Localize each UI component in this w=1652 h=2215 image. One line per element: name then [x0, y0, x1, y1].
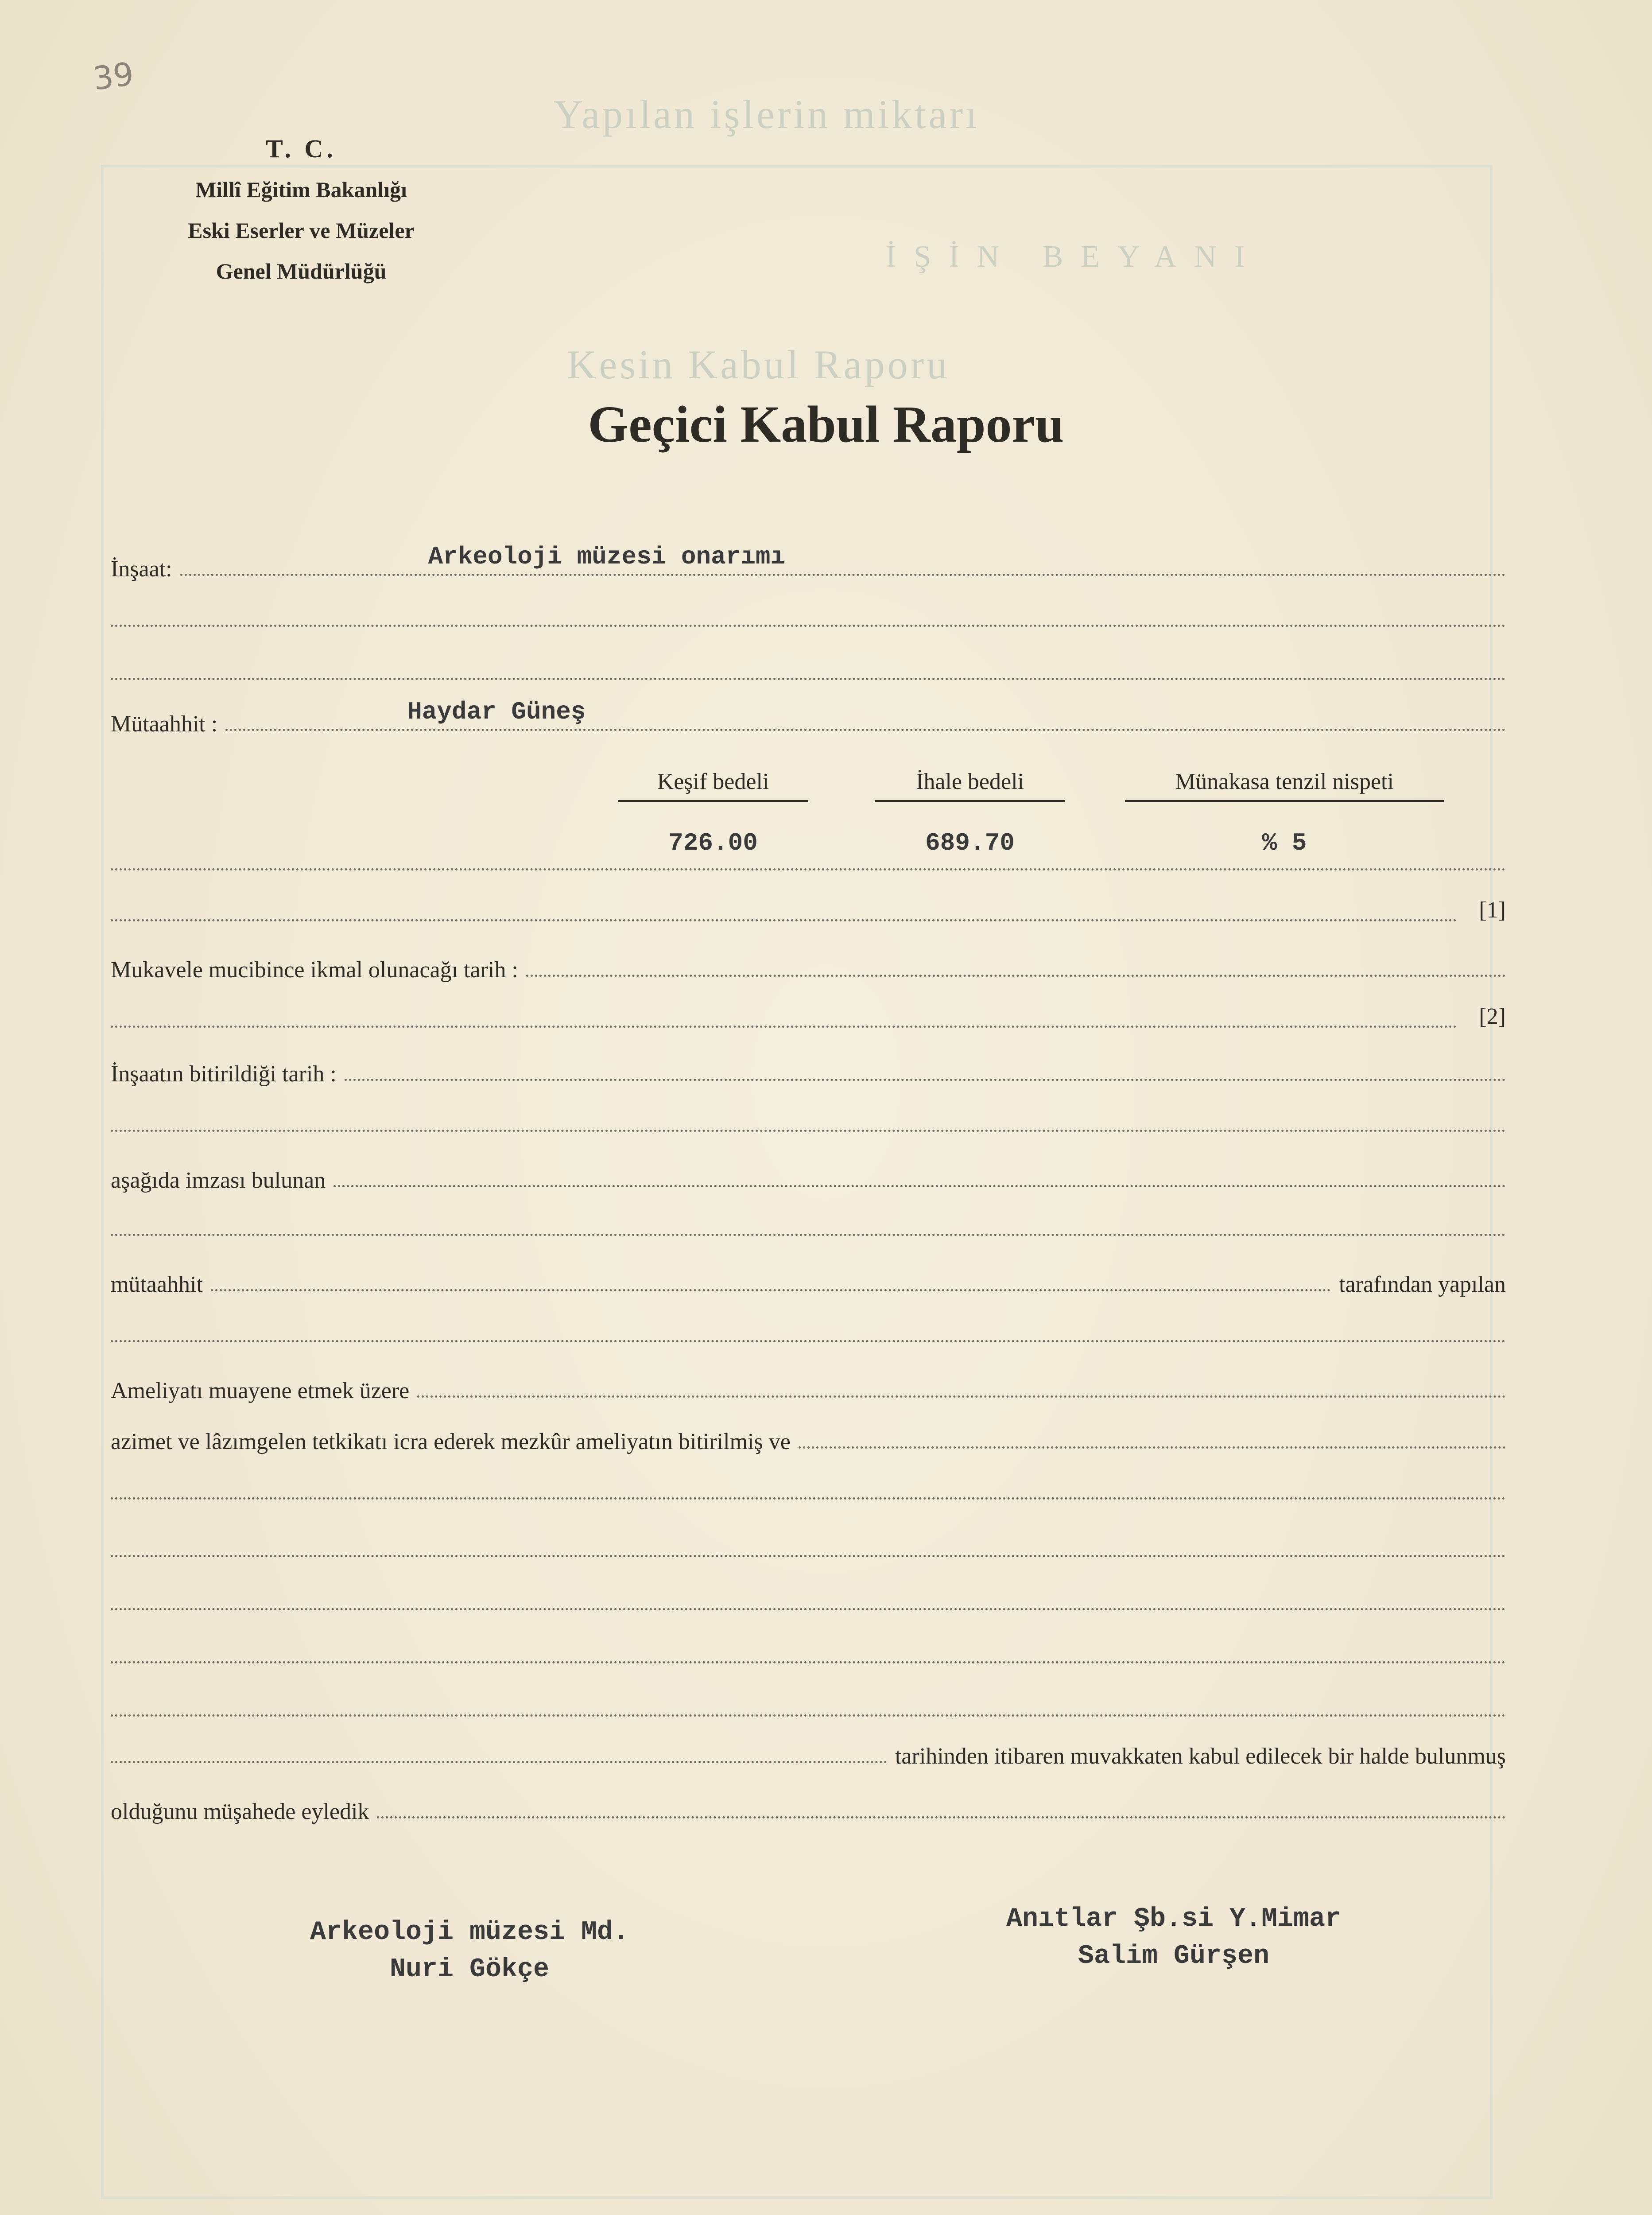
mutaahhit-row: [111, 698, 1506, 737]
ref-1: [1]: [1479, 898, 1506, 923]
blank-line: [111, 678, 1506, 680]
blank-line: [111, 1130, 1506, 1132]
page-title: Geçici Kabul Raporu: [588, 395, 1064, 453]
blank-line: [111, 1234, 1506, 1236]
imzasi-label: aşağıda imzası bulunan: [111, 1168, 326, 1193]
signature-left-name: Nuri Gökçe: [389, 1955, 550, 1985]
mukavele-label: Mukavele mucibince ikmal olunacağı tarih :: [111, 957, 518, 983]
letterhead-department: Eski Eserler ve Müzeler: [188, 218, 415, 243]
blank-line: [111, 919, 1457, 921]
ameliyati-label: Ameliyatı muayene etmek üzere: [111, 1378, 410, 1403]
tarafindan-label: tarafından yapılan: [1339, 1272, 1506, 1297]
mukavele-field: [526, 975, 1506, 977]
blank-line: [111, 1608, 1506, 1610]
letterhead-ministry: Millî Eğitim Bakanlığı: [195, 177, 407, 202]
oldugunu-row: [111, 1799, 1506, 1825]
letterhead: [146, 128, 456, 291]
kesif-value: 726.00: [668, 829, 758, 857]
blank-line: [111, 868, 1506, 870]
insaat-label: İnşaat:: [111, 556, 172, 582]
insaat-value: Arkeoloji müzesi onarımı: [428, 543, 786, 571]
letterhead-tc: T. C.: [266, 134, 337, 163]
tenzil-column: [1125, 769, 1444, 857]
tarihinden-label: tarihinden itibaren muvakkaten kabul edilecek bir halde bulunmuş: [895, 1744, 1506, 1769]
tenzil-value: % 5: [1262, 829, 1307, 857]
ameliyati-field: [417, 1395, 1506, 1398]
ref-2: [2]: [1479, 1004, 1506, 1029]
azimet-field: [799, 1446, 1506, 1449]
bitirildigi-label: İnşaatın bitirildiği tarih :: [111, 1061, 337, 1087]
bleed-through-text: Yapılan işlerin miktarı: [554, 92, 980, 137]
mutaahhit-field: [225, 698, 1506, 731]
signature-right-title: Anıtlar Şb.si Y.Mimar: [1006, 1904, 1342, 1934]
mutaahhit2-label: mütaahhit: [111, 1272, 203, 1297]
kesif-label: Keşif bedeli: [618, 769, 808, 802]
insaat-row: [111, 543, 1506, 582]
page-number: 39: [90, 55, 136, 97]
signature-left: [248, 1914, 691, 1988]
blank-line: [111, 1340, 1506, 1342]
ameliyati-row: [111, 1378, 1506, 1404]
tenzil-label: Münakasa tenzil nispeti: [1125, 769, 1444, 802]
bleed-through-text-2: İŞİN BEYANI: [886, 240, 1263, 274]
oldugunu-field: [377, 1816, 1506, 1819]
imzasi-row: [111, 1167, 1506, 1193]
blank-line: [111, 1661, 1506, 1663]
insaat-field: [180, 543, 1506, 576]
blank-line: [111, 1555, 1506, 1557]
oldugunu-label: olduğunu müşahede eyledik: [111, 1799, 369, 1824]
tarihinden-field: [111, 1761, 887, 1763]
bleed-through-text-3: Kesin Kabul Raporu: [567, 342, 950, 387]
letterhead-directorate: Genel Müdürlüğü: [216, 259, 387, 284]
signature-right-name: Salim Gürşen: [1078, 1941, 1270, 1971]
blank-line: [111, 625, 1506, 627]
blank-line: [111, 1714, 1506, 1717]
ihale-value: 689.70: [925, 829, 1015, 857]
ihale-column: [875, 769, 1065, 857]
imzasi-field: [334, 1185, 1506, 1187]
kesif-column: [618, 769, 808, 857]
tarihinden-row: [111, 1743, 1506, 1769]
ihale-label: İhale bedeli: [875, 769, 1065, 802]
signature-left-title: Arkeoloji müzesi Md.: [310, 1917, 629, 1947]
mutaahhit-value: Haydar Güneş: [407, 698, 586, 726]
azimet-row: [111, 1429, 1506, 1455]
mutaahhit-label: Mütaahhit :: [111, 711, 218, 737]
signature-right: [952, 1900, 1395, 1975]
blank-line: [111, 1497, 1506, 1500]
mutaahhit2-field: [211, 1289, 1331, 1291]
blank-line: [111, 1026, 1457, 1028]
mukavele-row: [111, 957, 1506, 983]
azimet-label: azimet ve lâzımgelen tetkikatı icra ederek mezkûr ameliyatın bitirilmiş ve: [111, 1429, 791, 1454]
bitirildigi-field: [345, 1079, 1506, 1081]
mutaahhit2-row: [111, 1271, 1506, 1298]
bitirildigi-row: [111, 1061, 1506, 1087]
